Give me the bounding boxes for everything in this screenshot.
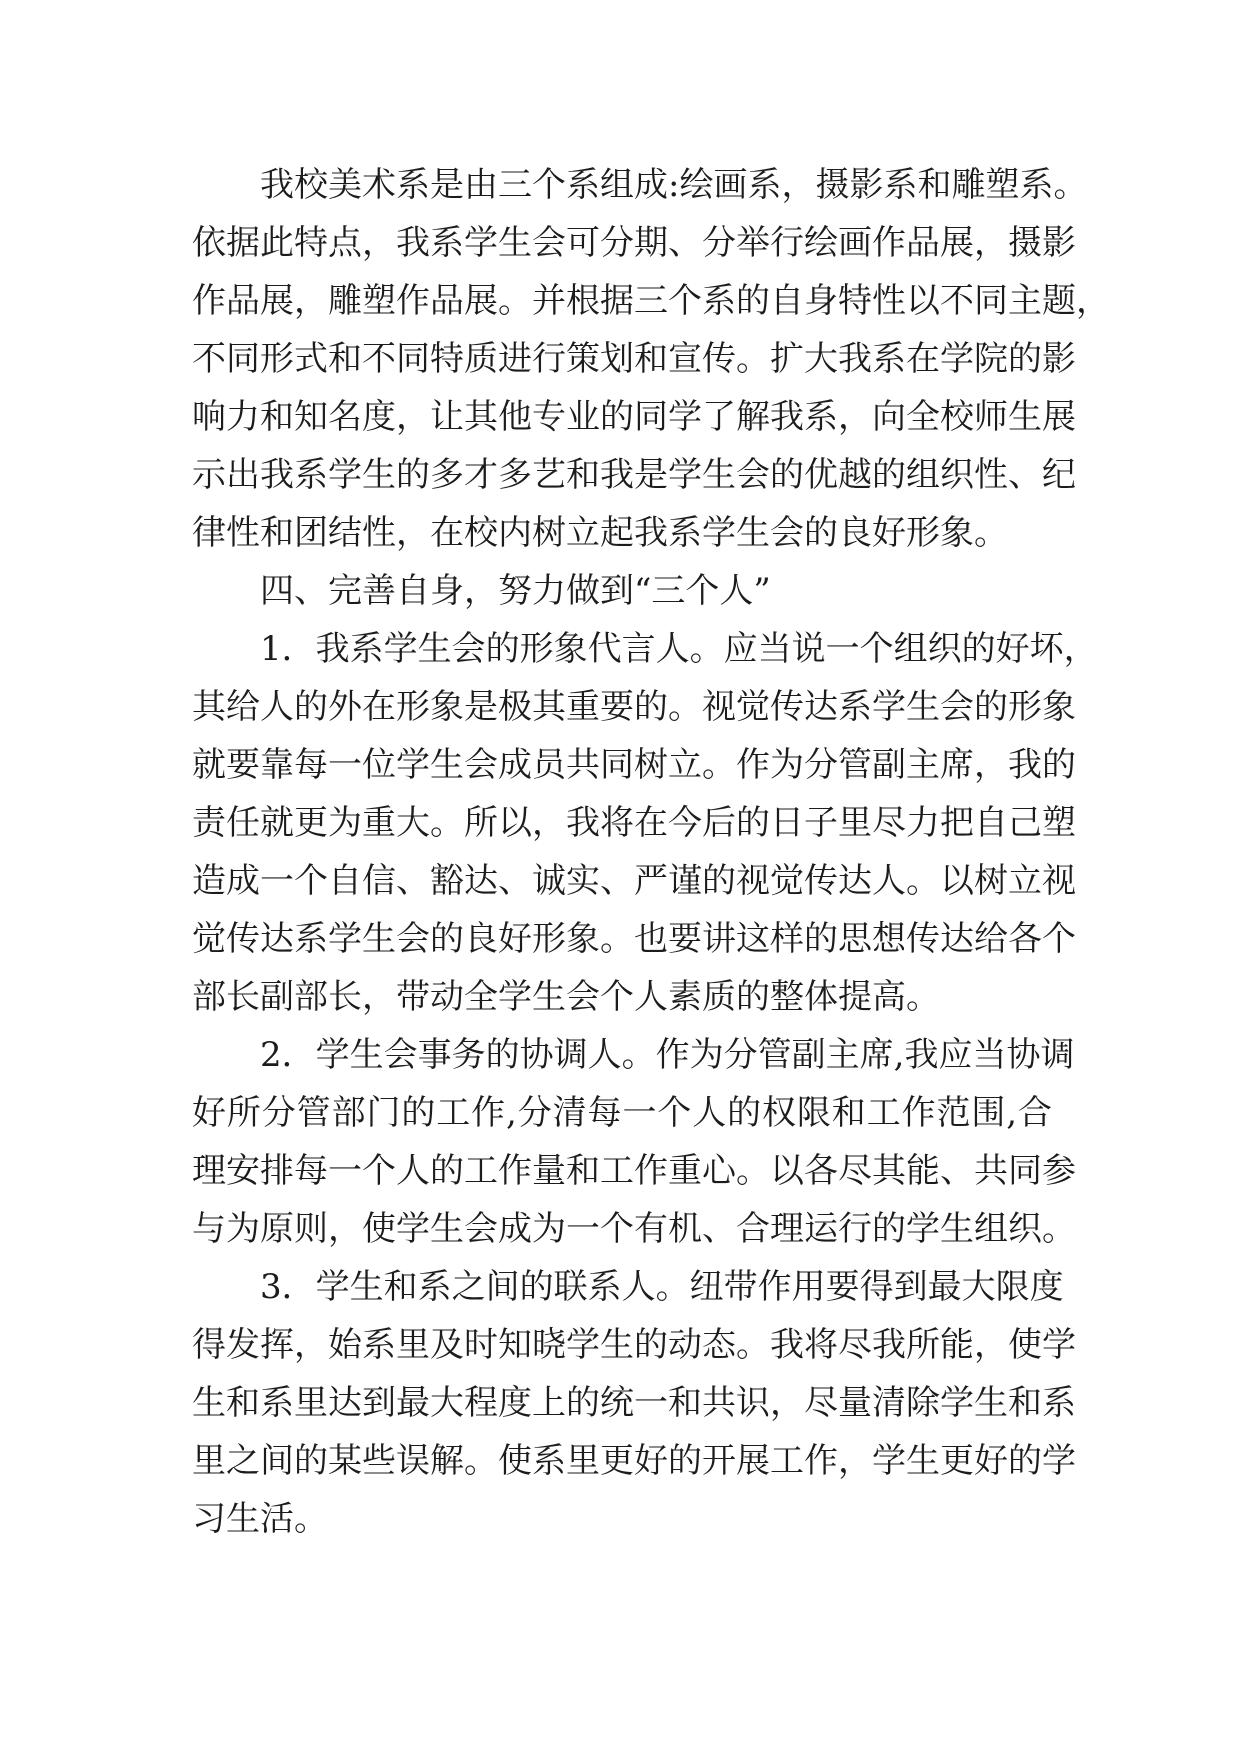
text-line: 2．学生会事务的协调人。作为分管副主席,我应当协调 — [260, 1035, 1075, 1075]
paragraph-intro — [192, 156, 1110, 562]
text-line: 示出我系学生的多才多艺和我是学生会的优越的组织性、纪 — [192, 455, 1076, 495]
text-line: 律性和团结性，在校内树立起我系学生会的良好形象。 — [192, 513, 1008, 553]
text-line: 与为原则，使学生会成为一个有机、合理运行的学生组织。 — [192, 1209, 1076, 1249]
text-line: 3．学生和系之间的联系人。纽带作用要得到最大限度 — [260, 1267, 1064, 1307]
text-line: 其给人的外在形象是极其重要的。视觉传达系学生会的形象 — [192, 687, 1076, 727]
text-line: 响力和知名度，让其他专业的同学了解我系，向全校师生展 — [192, 397, 1076, 437]
text-line: 作品展，雕塑作品展。并根据三个系的自身特性以不同主题， — [192, 281, 1110, 321]
paragraph-item-3 — [192, 1258, 1076, 1548]
text-line: 觉传达系学生会的良好形象。也要讲这样的思想传达给各个 — [192, 919, 1076, 959]
paragraph-item-1 — [192, 620, 1098, 1026]
paragraph-item-2 — [192, 1026, 1076, 1258]
text-line: 习生活。 — [192, 1499, 328, 1539]
text-line: 1．我系学生会的形象代言人。应当说一个组织的好坏， — [260, 629, 1098, 669]
text-line: 就要靠每一位学生会成员共同树立。作为分管副主席，我的 — [192, 745, 1076, 785]
section-heading — [192, 562, 1052, 620]
text-line: 造成一个自信、豁达、诚实、严谨的视觉传达人。以树立视 — [192, 861, 1076, 901]
text-line: 生和系里达到最大程度上的统一和共识，尽量清除学生和系 — [192, 1383, 1076, 1423]
document-body — [192, 156, 1110, 1548]
text-line: 依据此特点，我系学生会可分期、分举行绘画作品展，摄影 — [192, 223, 1076, 263]
text-line: 我校美术系是由三个系组成:绘画系，摄影系和雕塑系。 — [260, 165, 1088, 205]
text-line: 部长副部长，带动全学生会个人素质的整体提高。 — [192, 977, 940, 1017]
text-line: 不同形式和不同特质进行策划和宣传。扩大我系在学院的影 — [192, 339, 1076, 379]
text-line: 得发挥，始系里及时知晓学生的动态。我将尽我所能，使学 — [192, 1325, 1076, 1365]
heading-line: 四、完善自身，努力做到“三个人” — [260, 571, 771, 611]
text-line: 理安排每一个人的工作量和工作重心。以各尽其能、共同参 — [192, 1151, 1076, 1191]
text-line: 责任就更为重大。所以，我将在今后的日子里尽力把自己塑 — [192, 803, 1076, 843]
text-line: 里之间的某些误解。使系里更好的开展工作，学生更好的学 — [192, 1441, 1076, 1481]
text-line: 好所分管部门的工作,分清每一个人的权限和工作范围,合 — [192, 1093, 1052, 1133]
